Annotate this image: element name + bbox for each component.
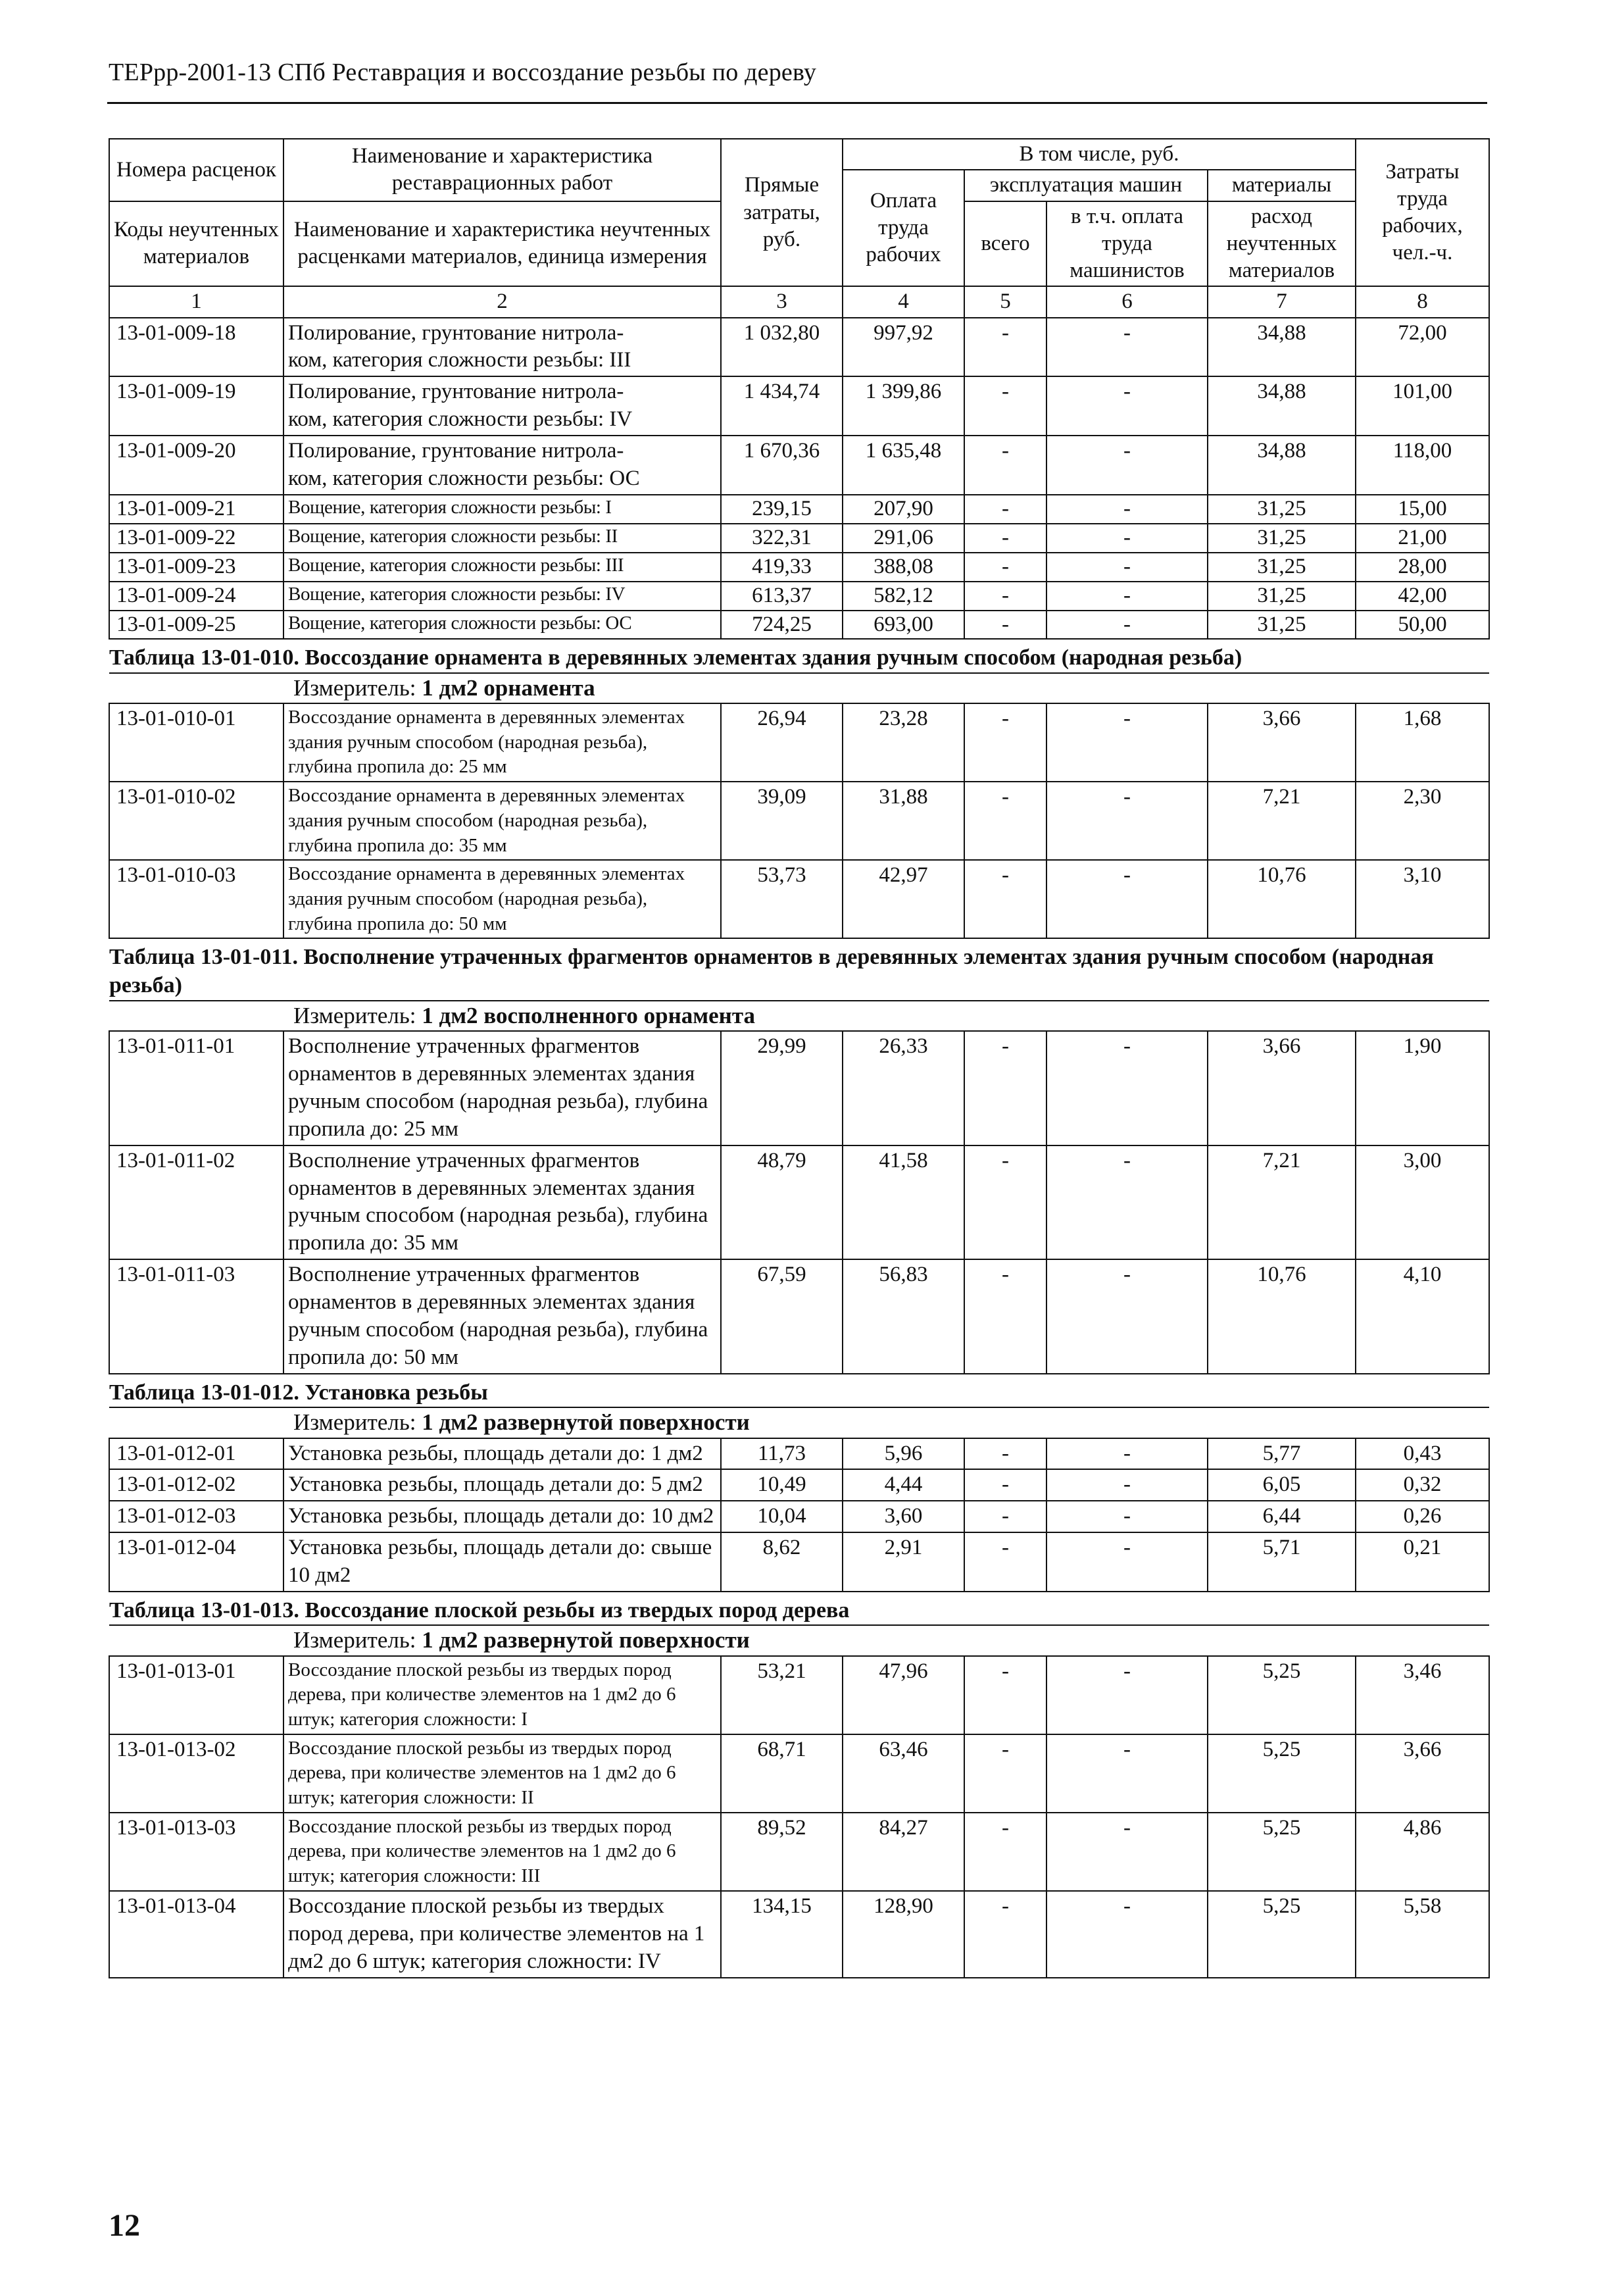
labor-pay: 1 399,86 <box>843 376 964 436</box>
direct-costs: 11,73 <box>721 1438 843 1470</box>
work-name <box>283 318 721 377</box>
materials: 5,77 <box>1208 1438 1356 1470</box>
labor-pay: 1 635,48 <box>843 436 964 495</box>
materials: 31,25 <box>1208 495 1356 524</box>
col-machine-operation: эксплуатация машин <box>964 170 1208 201</box>
measure-unit <box>109 1407 1489 1438</box>
machine-operator-pay: - <box>1046 318 1208 377</box>
work-name-line: Полирование, грунтование нитрола- <box>288 320 624 345</box>
rate-code: 13-01-011-03 <box>109 1259 283 1374</box>
rates-table <box>109 138 1490 1978</box>
direct-costs: 39,09 <box>721 782 843 860</box>
labor-hours: 0,43 <box>1356 1438 1489 1470</box>
table-row <box>109 1813 1489 1891</box>
table-row <box>109 376 1489 436</box>
direct-costs: 10,04 <box>721 1501 843 1532</box>
table-row <box>109 553 1489 582</box>
machine-total: - <box>964 860 1046 938</box>
machine-total: - <box>964 436 1046 495</box>
work-name: Воссоздание плоской резьбы из твердых пород дерева, при количестве элементов на 1 дм2 до 6 штук; категория сложности: I <box>283 1656 721 1734</box>
work-name: Воссоздание орнамента в деревянных элементах здания ручным способом (народная резьба), глубина пропила до: 35 мм <box>283 782 721 860</box>
machine-operator-pay: - <box>1046 553 1208 582</box>
direct-costs: 68,71 <box>721 1734 843 1813</box>
work-name: Вощение, категория сложности резьбы: ОС <box>283 611 721 640</box>
direct-costs: 419,33 <box>721 553 843 582</box>
materials: 3,66 <box>1208 1031 1356 1145</box>
work-name: Вощение, категория сложности резьбы: II <box>283 524 721 553</box>
labor-hours: 15,00 <box>1356 495 1489 524</box>
machine-operator-pay: - <box>1046 495 1208 524</box>
table-row <box>109 703 1489 782</box>
col-direct-costs: Прямые затраты, руб. <box>721 139 843 286</box>
direct-costs: 1 032,80 <box>721 318 843 377</box>
machine-operator-pay: - <box>1046 1501 1208 1532</box>
labor-hours: 42,00 <box>1356 582 1489 611</box>
table-row <box>109 611 1489 640</box>
labor-hours: 0,26 <box>1356 1501 1489 1532</box>
rate-code: 13-01-009-21 <box>109 495 283 524</box>
direct-costs: 239,15 <box>721 495 843 524</box>
measure-value: 1 дм2 развернутой поверхности <box>422 1409 750 1436</box>
machine-total: - <box>964 782 1046 860</box>
col-number: 5 <box>964 286 1046 317</box>
machine-total: - <box>964 553 1046 582</box>
measure-value: 1 дм2 орнамента <box>422 674 595 701</box>
machine-operator-pay: - <box>1046 376 1208 436</box>
labor-hours: 1,90 <box>1356 1031 1489 1145</box>
work-name: Установка резьбы, площадь детали до: 10 дм2 <box>283 1501 721 1532</box>
table-row <box>109 1501 1489 1532</box>
direct-costs: 53,73 <box>721 860 843 938</box>
direct-costs: 10,49 <box>721 1469 843 1501</box>
direct-costs: 48,79 <box>721 1145 843 1260</box>
labor-hours: 3,10 <box>1356 860 1489 938</box>
labor-hours: 4,86 <box>1356 1813 1489 1891</box>
materials: 31,25 <box>1208 582 1356 611</box>
rate-code: 13-01-010-01 <box>109 703 283 782</box>
col-number: 4 <box>843 286 964 317</box>
table-row <box>109 1469 1489 1501</box>
work-name <box>283 376 721 436</box>
section-title: Таблица 13-01-010. Воссоздание орнамента в деревянных элементах здания ручным способом (народная резьба) <box>109 639 1489 672</box>
work-name: Воссоздание плоской резьбы из твердых пород дерева, при количестве элементов на 1 дм2 до 6 штук; категория сложности: II <box>283 1734 721 1813</box>
machine-operator-pay: - <box>1046 703 1208 782</box>
labor-pay: 693,00 <box>843 611 964 640</box>
machine-operator-pay: - <box>1046 1532 1208 1592</box>
direct-costs: 134,15 <box>721 1891 843 1978</box>
labor-hours: 3,00 <box>1356 1145 1489 1260</box>
work-name: Восполнение утраченных фрагментов орнаментов в деревянных элементах здания ручным способом (народная резьба), глубина пропила до: 50 мм <box>283 1259 721 1374</box>
work-name: Восполнение утраченных фрагментов орнаментов в деревянных элементах здания ручным способом (народная резьба), глубина пропила до: 25 мм <box>283 1031 721 1145</box>
labor-pay: 41,58 <box>843 1145 964 1260</box>
labor-pay: 84,27 <box>843 1813 964 1891</box>
machine-total: - <box>964 611 1046 640</box>
col-labor-pay: Оплата труда рабочих <box>843 170 964 286</box>
col-materials: материалы <box>1208 170 1356 201</box>
machine-total: - <box>964 1259 1046 1374</box>
table-row <box>109 1031 1489 1145</box>
labor-pay: 291,06 <box>843 524 964 553</box>
machine-operator-pay: - <box>1046 1656 1208 1734</box>
labor-hours: 50,00 <box>1356 611 1489 640</box>
table-row <box>109 1145 1489 1260</box>
col-number: 8 <box>1356 286 1489 317</box>
labor-pay: 31,88 <box>843 782 964 860</box>
rate-code: 13-01-011-02 <box>109 1145 283 1260</box>
labor-pay: 63,46 <box>843 1734 964 1813</box>
labor-hours: 3,66 <box>1356 1734 1489 1813</box>
labor-hours: 0,32 <box>1356 1469 1489 1501</box>
measure-label: Измеритель: <box>293 1627 422 1653</box>
rate-code: 13-01-009-20 <box>109 436 283 495</box>
materials: 34,88 <box>1208 376 1356 436</box>
direct-costs: 53,21 <box>721 1656 843 1734</box>
section-title: Таблица 13-01-011. Восполнение утраченных фрагментов орнаментов в деревянных элементах здания ручным способом (народная резьба) <box>109 938 1489 1000</box>
work-name-line: Полирование, грунтование нитрола- <box>288 439 624 463</box>
rate-code: 13-01-012-03 <box>109 1501 283 1532</box>
machine-total: - <box>964 318 1046 377</box>
measure-row <box>109 1625 1489 1655</box>
labor-hours: 118,00 <box>1356 436 1489 495</box>
col-number: 6 <box>1046 286 1208 317</box>
rate-code: 13-01-013-02 <box>109 1734 283 1813</box>
rate-code: 13-01-013-01 <box>109 1656 283 1734</box>
materials: 6,44 <box>1208 1501 1356 1532</box>
labor-hours: 1,68 <box>1356 703 1489 782</box>
col-machine-total: всего <box>964 201 1046 287</box>
rate-code: 13-01-009-19 <box>109 376 283 436</box>
machine-operator-pay: - <box>1046 611 1208 640</box>
machine-operator-pay: - <box>1046 1259 1208 1374</box>
column-numbers-row <box>109 286 1489 317</box>
labor-pay: 582,12 <box>843 582 964 611</box>
machine-total: - <box>964 495 1046 524</box>
measure-unit <box>109 1625 1489 1655</box>
machine-total: - <box>964 1031 1046 1145</box>
labor-pay: 26,33 <box>843 1031 964 1145</box>
table-row <box>109 318 1489 377</box>
materials: 5,25 <box>1208 1891 1356 1978</box>
labor-hours: 4,10 <box>1356 1259 1489 1374</box>
materials: 31,25 <box>1208 553 1356 582</box>
measure-value: 1 дм2 восполненного орнамента <box>422 1002 755 1028</box>
materials: 5,25 <box>1208 1656 1356 1734</box>
labor-hours: 21,00 <box>1356 524 1489 553</box>
labor-pay: 5,96 <box>843 1438 964 1470</box>
section-title-row <box>109 639 1489 672</box>
labor-hours: 3,46 <box>1356 1656 1489 1734</box>
materials: 6,05 <box>1208 1469 1356 1501</box>
measure-row <box>109 673 1489 703</box>
col-name-title: Наименование и характеристика реставрационных работ <box>283 139 721 201</box>
work-name-line: ком, категория сложности резьбы: III <box>288 348 631 372</box>
labor-pay: 4,44 <box>843 1469 964 1501</box>
col-number: 2 <box>283 286 721 317</box>
col-number: 7 <box>1208 286 1356 317</box>
rate-code: 13-01-010-02 <box>109 782 283 860</box>
col-labor-hours: Затраты труда рабочих, чел.-ч. <box>1356 139 1489 286</box>
direct-costs: 29,99 <box>721 1031 843 1145</box>
measure-label: Измеритель: <box>293 1002 422 1028</box>
machine-total: - <box>964 1656 1046 1734</box>
col-name-subtitle: Наименование и характеристика неучтенных расценками материалов, единица измерения <box>283 201 721 287</box>
measure-row <box>109 1407 1489 1438</box>
labor-hours: 0,21 <box>1356 1532 1489 1592</box>
rate-code: 13-01-010-03 <box>109 860 283 938</box>
rate-code: 13-01-009-18 <box>109 318 283 377</box>
table-row <box>109 1259 1489 1374</box>
measure-row <box>109 1001 1489 1031</box>
labor-hours: 72,00 <box>1356 318 1489 377</box>
direct-costs: 26,94 <box>721 703 843 782</box>
work-name: Воссоздание орнамента в деревянных элементах здания ручным способом (народная резьба), глубина пропила до: 25 мм <box>283 703 721 782</box>
labor-pay: 997,92 <box>843 318 964 377</box>
work-name-line: ком, категория сложности резьбы: ОС <box>288 466 640 491</box>
machine-total: - <box>964 1813 1046 1891</box>
col-number: 1 <box>109 286 283 317</box>
materials: 10,76 <box>1208 1259 1356 1374</box>
table-row <box>109 782 1489 860</box>
direct-costs: 322,31 <box>721 524 843 553</box>
machine-total: - <box>964 376 1046 436</box>
work-name: Вощение, категория сложности резьбы: I <box>283 495 721 524</box>
col-codes-subtitle: Коды неучтенных материалов <box>109 201 283 287</box>
machine-total: - <box>964 1891 1046 1978</box>
rate-code: 13-01-009-23 <box>109 553 283 582</box>
work-name: Вощение, категория сложности резьбы: IV <box>283 582 721 611</box>
page-number: 12 <box>109 2208 140 2243</box>
machine-operator-pay: - <box>1046 582 1208 611</box>
direct-costs: 89,52 <box>721 1813 843 1891</box>
section-title: Таблица 13-01-012. Установка резьбы <box>109 1374 1489 1407</box>
materials: 5,25 <box>1208 1813 1356 1891</box>
labor-pay: 23,28 <box>843 703 964 782</box>
materials: 31,25 <box>1208 524 1356 553</box>
machine-operator-pay: - <box>1046 1031 1208 1145</box>
rate-code: 13-01-011-01 <box>109 1031 283 1145</box>
machine-total: - <box>964 1734 1046 1813</box>
labor-pay: 42,97 <box>843 860 964 938</box>
table-row <box>109 1532 1489 1592</box>
work-name <box>283 436 721 495</box>
table-row <box>109 1734 1489 1813</box>
col-codes-title: Номера расценок <box>109 139 283 201</box>
materials: 34,88 <box>1208 436 1356 495</box>
machine-total: - <box>964 524 1046 553</box>
labor-hours: 2,30 <box>1356 782 1489 860</box>
machine-operator-pay: - <box>1046 1734 1208 1813</box>
section-title-row <box>109 1374 1489 1407</box>
col-machine-operator-pay: в т.ч. оплата труда машинистов <box>1046 201 1208 287</box>
machine-operator-pay: - <box>1046 1891 1208 1978</box>
machine-total: - <box>964 1145 1046 1260</box>
measure-value: 1 дм2 развернутой поверхности <box>422 1627 750 1653</box>
measure-label: Измеритель: <box>293 674 422 701</box>
work-name: Установка резьбы, площадь детали до: 5 дм2 <box>283 1469 721 1501</box>
work-name-line: ком, категория сложности резьбы: IV <box>288 407 633 432</box>
section-title-row <box>109 938 1489 1000</box>
direct-costs: 613,37 <box>721 582 843 611</box>
machine-total: - <box>964 1532 1046 1592</box>
work-name: Воссоздание орнамента в деревянных элементах здания ручным способом (народная резьба), глубина пропила до: 50 мм <box>283 860 721 938</box>
page-header: ТЕРрр-2001-13 СПб Реставрация и воссоздание резьбы по дереву <box>109 59 817 86</box>
machine-total: - <box>964 582 1046 611</box>
machine-operator-pay: - <box>1046 782 1208 860</box>
direct-costs: 724,25 <box>721 611 843 640</box>
rate-code: 13-01-012-02 <box>109 1469 283 1501</box>
labor-hours: 28,00 <box>1356 553 1489 582</box>
labor-pay: 47,96 <box>843 1656 964 1734</box>
table-row <box>109 1891 1489 1978</box>
machine-total: - <box>964 1501 1046 1532</box>
materials: 5,71 <box>1208 1532 1356 1592</box>
rate-code: 13-01-009-24 <box>109 582 283 611</box>
rate-code: 13-01-009-22 <box>109 524 283 553</box>
direct-costs: 8,62 <box>721 1532 843 1592</box>
machine-operator-pay: - <box>1046 524 1208 553</box>
machine-operator-pay: - <box>1046 1813 1208 1891</box>
machine-operator-pay: - <box>1046 436 1208 495</box>
materials: 7,21 <box>1208 1145 1356 1260</box>
work-name: Воссоздание плоской резьбы из твердых пород дерева, при количестве элементов на 1 дм2 до 6 штук; категория сложности: IV <box>283 1891 721 1978</box>
table-row <box>109 582 1489 611</box>
col-including: В том числе, руб. <box>843 139 1356 170</box>
labor-pay: 3,60 <box>843 1501 964 1532</box>
materials: 31,25 <box>1208 611 1356 640</box>
table-row <box>109 436 1489 495</box>
rate-code: 13-01-013-04 <box>109 1891 283 1978</box>
direct-costs: 1 670,36 <box>721 436 843 495</box>
work-name: Восполнение утраченных фрагментов орнаментов в деревянных элементах здания ручным способом (народная резьба), глубина пропила до: 35 мм <box>283 1145 721 1260</box>
direct-costs: 1 434,74 <box>721 376 843 436</box>
labor-hours: 5,58 <box>1356 1891 1489 1978</box>
rate-code: 13-01-009-25 <box>109 611 283 640</box>
machine-operator-pay: - <box>1046 1438 1208 1470</box>
header-rule <box>107 102 1487 104</box>
labor-pay: 56,83 <box>843 1259 964 1374</box>
rate-code: 13-01-012-01 <box>109 1438 283 1470</box>
rate-code: 13-01-013-03 <box>109 1813 283 1891</box>
table-row <box>109 495 1489 524</box>
machine-operator-pay: - <box>1046 860 1208 938</box>
measure-unit <box>109 673 1489 703</box>
work-name: Вощение, категория сложности резьбы: III <box>283 553 721 582</box>
section-title-row <box>109 1592 1489 1625</box>
table-row <box>109 524 1489 553</box>
work-name: Установка резьбы, площадь детали до: 1 дм2 <box>283 1438 721 1470</box>
materials: 34,88 <box>1208 318 1356 377</box>
work-name: Воссоздание плоской резьбы из твердых пород дерева, при количестве элементов на 1 дм2 до 6 штук; категория сложности: III <box>283 1813 721 1891</box>
labor-pay: 207,90 <box>843 495 964 524</box>
labor-pay: 128,90 <box>843 1891 964 1978</box>
rate-code: 13-01-012-04 <box>109 1532 283 1592</box>
direct-costs: 67,59 <box>721 1259 843 1374</box>
labor-pay: 2,91 <box>843 1532 964 1592</box>
measure-label: Измеритель: <box>293 1409 422 1436</box>
labor-pay: 388,08 <box>843 553 964 582</box>
machine-total: - <box>964 1438 1046 1470</box>
work-name: Установка резьбы, площадь детали до: свыше 10 дм2 <box>283 1532 721 1592</box>
machine-total: - <box>964 703 1046 782</box>
machine-operator-pay: - <box>1046 1469 1208 1501</box>
machine-total: - <box>964 1469 1046 1501</box>
materials: 7,21 <box>1208 782 1356 860</box>
section-title: Таблица 13-01-013. Воссоздание плоской резьбы из твердых пород дерева <box>109 1592 1489 1625</box>
header-row-1 <box>109 139 1489 170</box>
materials: 10,76 <box>1208 860 1356 938</box>
machine-operator-pay: - <box>1046 1145 1208 1260</box>
col-number: 3 <box>721 286 843 317</box>
work-name-line: Полирование, грунтование нитрола- <box>288 380 624 404</box>
labor-hours: 101,00 <box>1356 376 1489 436</box>
measure-unit <box>109 1001 1489 1031</box>
materials: 5,25 <box>1208 1734 1356 1813</box>
materials: 3,66 <box>1208 703 1356 782</box>
col-materials-unaccounted: расход неучтенных материалов <box>1208 201 1356 287</box>
table-row <box>109 860 1489 938</box>
table-row <box>109 1656 1489 1734</box>
table-row <box>109 1438 1489 1470</box>
